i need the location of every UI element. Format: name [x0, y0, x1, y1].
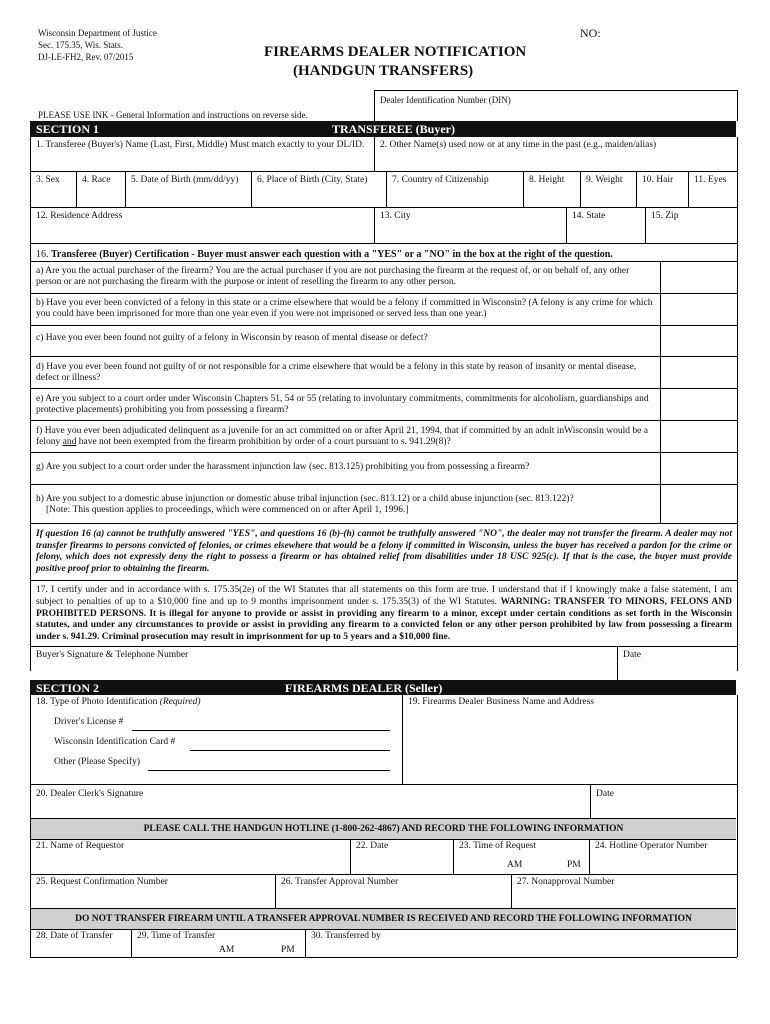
- section1-label: SECTION 1: [36, 122, 100, 136]
- buyer-name-input[interactable]: [31, 163, 374, 171]
- field-3-label: 3. Sex: [36, 175, 60, 185]
- hotline-banner: PLEASE CALL THE HANDGUN HOTLINE (1-800-262-4867) AND RECORD THE FOLLOWING INFORMATION: [31, 818, 736, 840]
- dealer-date-field[interactable]: [591, 800, 735, 817]
- cert-17-text: 17. I certify under and in accordance with s. 175.35(2e) of the WI Statutes that all statements on this form are true. I understand that if I knowingly make a false statement, I am subject to penalties of up to a $10,000 fine and up to 9 months imprisonment under s. 175.35(3) of the WI Statutes.: [36, 585, 732, 607]
- field-23-label: 23. Time of Request: [459, 841, 537, 851]
- do-not-transfer-banner: DO NOT TRANSFER FIREARM UNTIL A TRANSFER APPROVAL NUMBER IS RECEIVED AND RECORD THE FOLLOWING INFORMATION: [31, 908, 736, 930]
- section2-bar: [30, 680, 736, 695]
- field-18-label: [36, 697, 201, 708]
- other-names-input[interactable]: [375, 152, 735, 171]
- transfer-pm-option[interactable]: PM: [281, 945, 295, 955]
- field-4-label: 4. Race: [82, 175, 111, 185]
- drivers-license-input[interactable]: [132, 719, 390, 731]
- answer-g-box[interactable]: [661, 453, 736, 484]
- field-18-required: (Required): [159, 697, 201, 707]
- question-f-part2: have not been exempted from the firearm prohibition by order of a court pursuant to s. 941.29(8)?: [76, 437, 451, 447]
- field-10-label: 10. Hair: [642, 175, 674, 185]
- form-title: FIREARMS DEALER NOTIFICATION: [264, 44, 527, 60]
- question-e: e) Are you subject to a court order under Wisconsin Chapters 51, 54 or 55 (relating to involuntary commitments, commitments for alcoholism, guardianships and protective placements) prohibiting you from possessing a firearm?: [36, 394, 649, 415]
- answer-d-box[interactable]: [661, 357, 736, 388]
- certification-heading: [36, 249, 613, 260]
- agency-name: Wisconsin Department of Justice: [38, 28, 157, 38]
- field-8-label: 8. Height: [529, 175, 565, 185]
- wi-id-input[interactable]: [190, 739, 390, 751]
- field-13-label: 13. City: [380, 211, 411, 221]
- request-pm-option[interactable]: PM: [567, 860, 581, 870]
- field-15-label: 15. Zip: [651, 211, 679, 221]
- answer-b-box[interactable]: [661, 294, 736, 325]
- answer-c-box[interactable]: [661, 326, 736, 356]
- field-11-label: 11. Eyes: [694, 175, 727, 185]
- field-5-label: 5. Date of Birth (mm/dd/yy): [131, 175, 239, 185]
- question-f: [36, 426, 656, 448]
- question-f-part1: f) Have you ever been adjudicated delinquent as a juvenile for an act committed on or after April 21, 1994, that if committed by an adult inWisconsin would be a felony: [36, 426, 648, 447]
- field-25-label: 25. Request Confirmation Number: [36, 877, 168, 887]
- question-d: d) Have you ever been found not guilty of or not responsible for a crime elsewhere that would be a felony in this state by reason of insanity or mental disease, defect or illness?: [36, 362, 637, 383]
- field-9-label: 9. Weight: [586, 175, 623, 185]
- field-18-text: 18. Type of Photo Identification: [36, 697, 160, 707]
- buyer-signature-label: Buyer's Signature & Telephone Number: [36, 650, 189, 660]
- din-label: Dealer Identification Number (DIN): [380, 95, 511, 105]
- field-14-label: 14. State: [572, 211, 606, 221]
- question-a: a) Are you the actual purchaser of the firearm? You are the actual purchaser if you are not purchasing the firearm at the request of, or on behalf of, any other person or are not purchasing the firearm with the purpose or intent of reselling the firearm to any other person.: [36, 266, 630, 287]
- question-f-and: and: [62, 437, 77, 447]
- cert-17-warning: WARNING: TRANSFER TO MINORS, FELONS AND PROHIBITED PERSONS. It is illegal for anyone to provide or assist in providing any firearm to a minor, except under certain conditions as set forth in the Wisconsin statutes, and under any circumstances to provide or assist in providing any firearm to a convicted felon or any other person prohibited by law from possessing a firearm under s. 941.29. Criminal prosecution may result in imprisonment for up to 5 years and a $10,000 fine.: [36, 596, 732, 643]
- field-22-label: 22. Date: [356, 841, 389, 851]
- field-1-label: 1. Transferee (Buyer's) Name (Last, First, Middle) Must match exactly to your DL/ID.: [36, 140, 365, 150]
- section2-label: SECTION 2: [36, 681, 100, 695]
- answer-h-box[interactable]: [661, 485, 736, 523]
- certification-17: [36, 585, 732, 644]
- dealer-business-field[interactable]: [403, 710, 735, 783]
- dealer-date-label: Date: [596, 789, 614, 799]
- buyer-signature-field[interactable]: [31, 662, 616, 679]
- field-29-label: 29. Time of Transfer: [137, 931, 216, 941]
- field-2-label: 2. Other Name(s) used now or at any time in the past (e.g., maiden/alias): [380, 140, 657, 150]
- section1-title: TRANSFEREE (Buyer): [332, 122, 456, 136]
- other-id-input[interactable]: [148, 759, 390, 771]
- buyer-date-field[interactable]: [618, 662, 735, 679]
- clerk-signature-field[interactable]: [31, 800, 589, 817]
- field-20-label: 20. Dealer Clerk's Signature: [36, 789, 144, 799]
- answer-a-box[interactable]: [661, 262, 736, 293]
- transfer-warning: If question 16 (a) cannot be truthfully answered "YES", and questions 16 (b)-(h) cannot be truthfully answered "NO", the dealer may not transfer the firearm. A dealer may not transfer firearms to persons convicted of felonies, or crimes elsewhere that would be a felony if committed in Wisconsin, unless the buyer has received a pardon for the crime or felony, which does not expressly deny the right to possess a firearm or has obtained relief from disabilities under 18 USC 925(c). If that is the case, the buyer must provide positive proof prior to obtaining the firearm.: [36, 529, 732, 574]
- drivers-license-label: Driver's License #: [54, 717, 124, 727]
- field-12-label: 12. Residence Address: [36, 211, 123, 221]
- answer-f-box[interactable]: [661, 421, 736, 452]
- question-h: [36, 494, 658, 516]
- field-7-label: 7. Country of Citizenship: [392, 175, 489, 185]
- transfer-am-option[interactable]: AM: [219, 945, 235, 955]
- form-number-label: NO:: [580, 26, 601, 40]
- buyer-date-label: Date: [623, 650, 641, 660]
- form-id: DJ-LE-FH2, Rev. 07/2015: [38, 52, 134, 62]
- question-b: b) Have you ever been convicted of a felony in this state or a crime elsewhere that would be a felony if committed in Wisconsin? (A felony is any crime for which you could have been imprisoned for more than one year even if you were not imprisoned or served less than one year.): [36, 298, 653, 319]
- statute-ref: Sec. 175.35, Wis. Stats.: [38, 40, 123, 50]
- field-24-label: 24. Hotline Operator Number: [595, 841, 708, 851]
- question-h-line1: h) Are you subject to a domestic abuse injunction or domestic abuse tribal injunction (sec. 813.12) or a child abuse injunction (sec. 813.122)?: [36, 494, 574, 504]
- cert-title: Transferee (Buyer) Certification - Buyer must answer each question with a "YES" or a "NO" in the box at the right of the question.: [51, 249, 613, 260]
- field-28-label: 28. Date of Transfer: [36, 931, 113, 941]
- question-c: c) Have you ever been found not guilty of a felony in Wisconsin by reason of mental disease or defect?: [36, 333, 428, 343]
- section1-bar: [30, 121, 736, 137]
- residence-row[interactable]: [31, 224, 736, 242]
- field-26-label: 26. Transfer Approval Number: [281, 877, 399, 887]
- form-subtitle: (HANDGUN TRANSFERS): [293, 63, 474, 79]
- other-id-label: Other (Please Specify): [54, 757, 140, 767]
- field-19-label: 19. Firearms Dealer Business Name and Address: [408, 697, 595, 707]
- section2-title: FIREARMS DEALER (Seller): [285, 681, 443, 695]
- cert-number: 16.: [36, 249, 49, 260]
- ink-note: PLEASE USE INK - General Information and instructions on reverse side.: [38, 110, 308, 120]
- question-h-note: [Note: This question applies to proceedings, which were commenced on or after April 1, 1996.]: [46, 505, 409, 515]
- answer-e-box[interactable]: [661, 389, 736, 420]
- field-30-label: 30. Transferred by: [311, 931, 381, 941]
- question-g: g) Are you subject to a court order under the harassment injunction law (sec. 813.125) prohibiting you from possessing a firearm?: [36, 462, 530, 472]
- field-21-label: 21. Name of Requestor: [36, 841, 125, 851]
- request-am-option[interactable]: AM: [507, 860, 523, 870]
- buyer-details-row[interactable]: [31, 188, 736, 206]
- wi-id-label: Wisconsin Identification Card #: [54, 737, 176, 747]
- field-27-label: 27. Nonapproval Number: [517, 877, 615, 887]
- field-6-label: 6. Place of Birth (City, State): [257, 175, 368, 185]
